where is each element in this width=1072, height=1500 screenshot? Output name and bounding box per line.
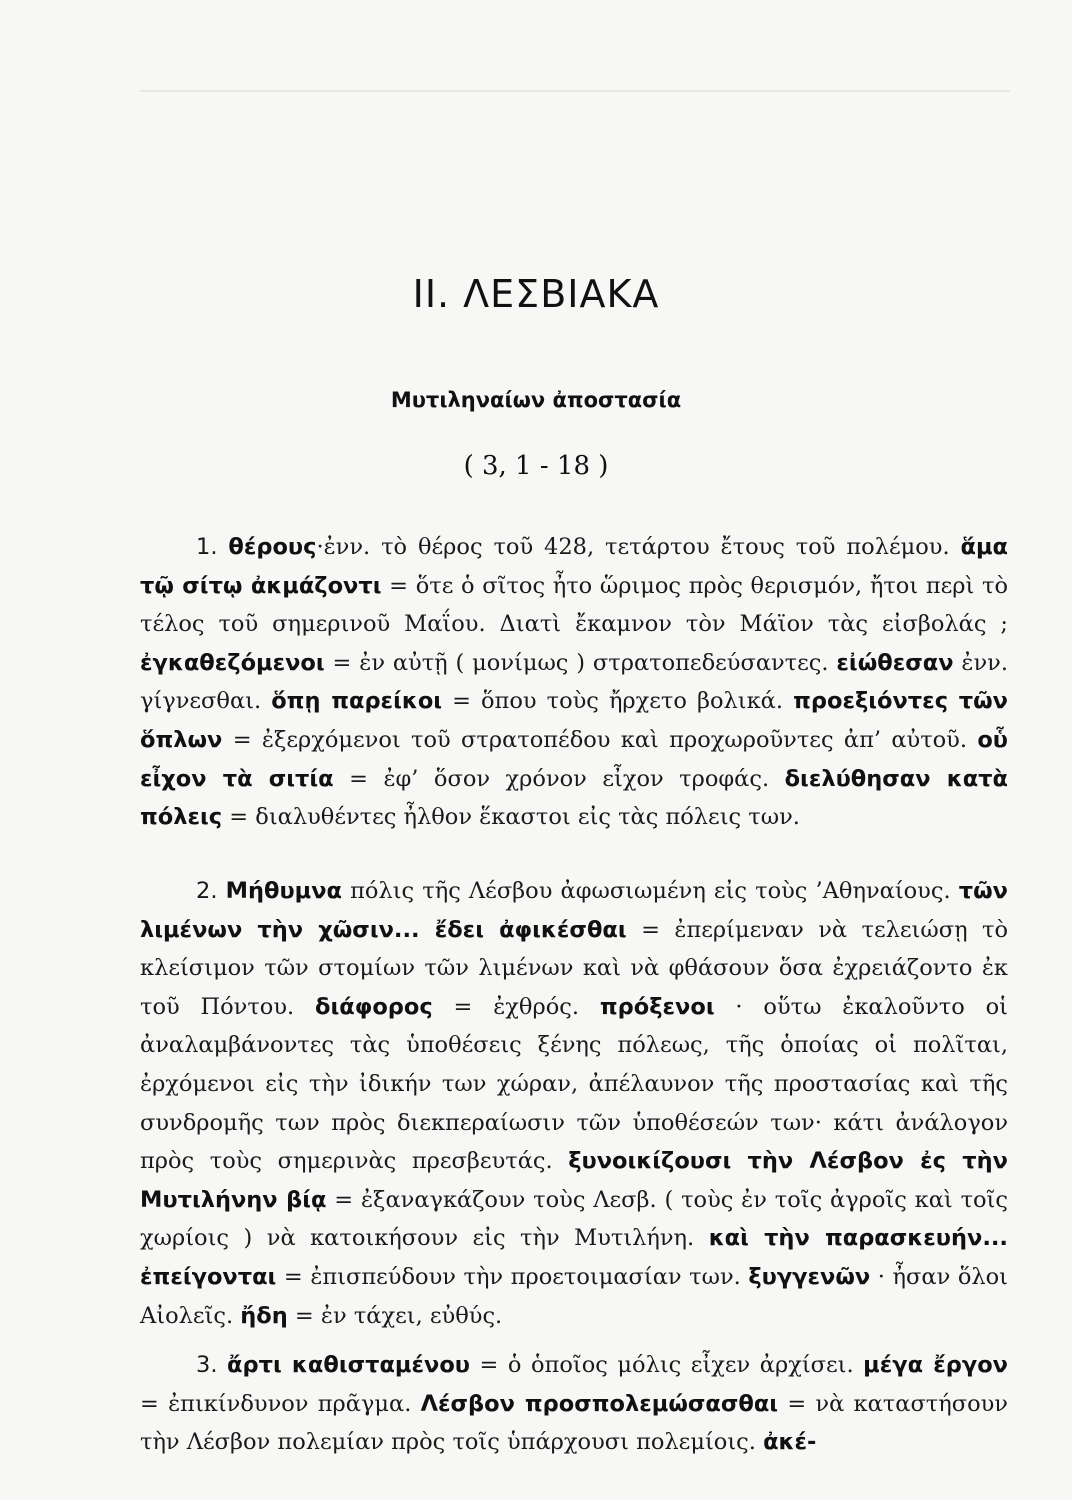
gloss-text: = ἐν τάχει, εὐθύς. xyxy=(287,1302,503,1329)
gloss-text: = ὅπου τοὺς ἤρχετο βολικά. xyxy=(442,688,794,715)
lemma-term: εἰώθεσαν xyxy=(836,649,954,676)
gloss-text: = ἐξερχόμενοι τοῦ στρατοπέδου καὶ προχωροῦντες ἀπ’ αὐτοῦ. xyxy=(222,726,978,753)
gloss-text: = ἐξαναγκάζουν τοὺς Λεσβ. ( τοὺς ἐν τοῖς ἀγροῖς καὶ τοῖς χωρίοις ) νὰ κατοικήσουν εἰς τὴν Μυτιλήνη. xyxy=(140,1186,1008,1252)
gloss-text: = διαλυθέντες ἦλθον ἕκαστοι εἰς τὰς πόλεις των. xyxy=(222,804,800,831)
gloss-text: = ἐπισπεύδουν τὴν προετοιμασίαν των. xyxy=(276,1263,749,1290)
lemma-term: οὗ εἶχον τὰ σιτία xyxy=(140,726,1008,792)
lemma-term: θέρους xyxy=(228,534,317,560)
gloss-text: = ἐπερίμεναν νὰ τελειώσῃ τὸ κλείσιμον τῶν στομίων τῶν λιμένων καὶ νὰ φθάσουν ὅσα ἐχρειάζοντο ἐκ τοῦ Πόντου. xyxy=(140,916,1008,1020)
lemma-term: προεξιόντες τῶν ὅπλων xyxy=(140,688,1008,753)
paragraph-number: 3. xyxy=(196,1352,228,1378)
gloss-text: πόλις τῆς Λέσβου ἀφωσιωμένη εἰς τοὺς ’Αθηναίους. xyxy=(342,878,959,904)
gloss-text: = νὰ καταστήσουν τὴν Λέσβον πολεμίαν πρὸς τοῖς ὑπάρχουσι πολεμίοις. xyxy=(140,1390,1008,1456)
lemma-term: ἤδη xyxy=(240,1302,288,1329)
gloss-text: = ἐχθρός. xyxy=(432,993,600,1020)
lemma-term: μέγα ἔργον xyxy=(863,1352,1008,1378)
paragraph-number: 2. xyxy=(196,878,226,904)
chapter-title: II. ΛΕΣΒΙΑΚΑ xyxy=(412,272,660,316)
commentary-paragraph-1 xyxy=(140,528,1008,837)
gloss-text: = ἐν αὐτῇ ( μονίμως ) στρατοπεδεύσαντες. xyxy=(324,649,837,676)
gloss-text: = ὅτε ὁ σῖτος ἦτο ὥριμος πρὸς θερισμόν, ἤτοι περὶ τὸ τέλος τοῦ σημερινοῦ Μαΐου. Διατὶ ἔκαμνον τὸν Μάϊον τὰς εἰσβολάς ; xyxy=(140,572,1008,638)
lemma-term: διελύθησαν κατὰ πόλεις xyxy=(140,765,1008,831)
lemma-term: τῶν λιμένων τὴν χῶσιν... ἔδει ἀφικέσθαι xyxy=(140,878,1008,943)
lemma-term: πρόξενοι xyxy=(599,993,715,1020)
bleed-through-rule xyxy=(140,90,1010,92)
lemma-term: Λέσβον προσπολεμώσασθαι xyxy=(420,1390,779,1417)
chapter-range: ( 3, 1 - 18 ) xyxy=(463,451,609,481)
lemma-term: ξυνοικίζουσι τὴν Λέσβον ἐς τὴν Μυτιλήνην βίᾳ xyxy=(140,1148,1008,1213)
lemma-term: ἀκέ- xyxy=(763,1429,817,1456)
section-subtitle: Μυτιληναίων ἀποστασία xyxy=(390,388,682,412)
lemma-term: Μήθυμνα xyxy=(225,878,342,904)
gloss-text: = ἐφ’ ὅσον χρόνον εἶχον τροφάς. xyxy=(333,765,785,792)
gloss-text: = ἐπικίνδυνον πρᾶγμα. xyxy=(140,1390,421,1417)
gloss-text: · οὕτω ἐκαλοῦντο οἱ ἀναλαμβάνοντες τὰς ὑποθέσεις ξένης πόλεως, τῆς ὁποίας οἱ πολῖται, ἐρχόμενοι εἰς τὴν ἰδικήν των χώραν, ἀπέλαυνον τῆς προστασίας καὶ τῆς συνδρομῆς των πρὸς διεκπεραίωσιν τῶν ὑποθέσεών των· κάτι ἀνάλογον πρὸς τοὺς σημερινὰς πρεσβευτάς. xyxy=(140,993,1008,1175)
lemma-term: ἄρτι καθισταμένου xyxy=(227,1352,470,1378)
lemma-term: ἐγκαθεζόμενοι xyxy=(140,649,325,676)
lemma-term: διάφορος xyxy=(315,993,433,1020)
commentary-paragraph-2 xyxy=(140,872,1008,1335)
lemma-term: ξυγγενῶν xyxy=(748,1263,871,1290)
lemma-term: καὶ τὴν παρασκευήν... ἐπείγονται xyxy=(140,1225,1008,1290)
gloss-text: = ὁ ὁποῖος μόλις εἶχεν ἀρχίσει. xyxy=(470,1352,864,1378)
lemma-term: ἅμα τῷ σίτῳ ἀκμάζοντι xyxy=(140,534,1009,599)
commentary-paragraph-3 xyxy=(140,1346,1008,1462)
gloss-text: ·ἐνν. τὸ θέρος τοῦ 428, τετάρτου ἔτους τοῦ πολέμου. xyxy=(316,534,961,560)
lemma-term: ὅπῃ παρείκοι xyxy=(271,688,443,715)
gloss-text: · ἦσαν ὅλοι Αἰολεῖς. xyxy=(140,1263,1008,1329)
paragraph-number: 1. xyxy=(196,534,229,560)
gloss-text: ἐνν. γίγνεσθαι. xyxy=(140,649,1008,715)
